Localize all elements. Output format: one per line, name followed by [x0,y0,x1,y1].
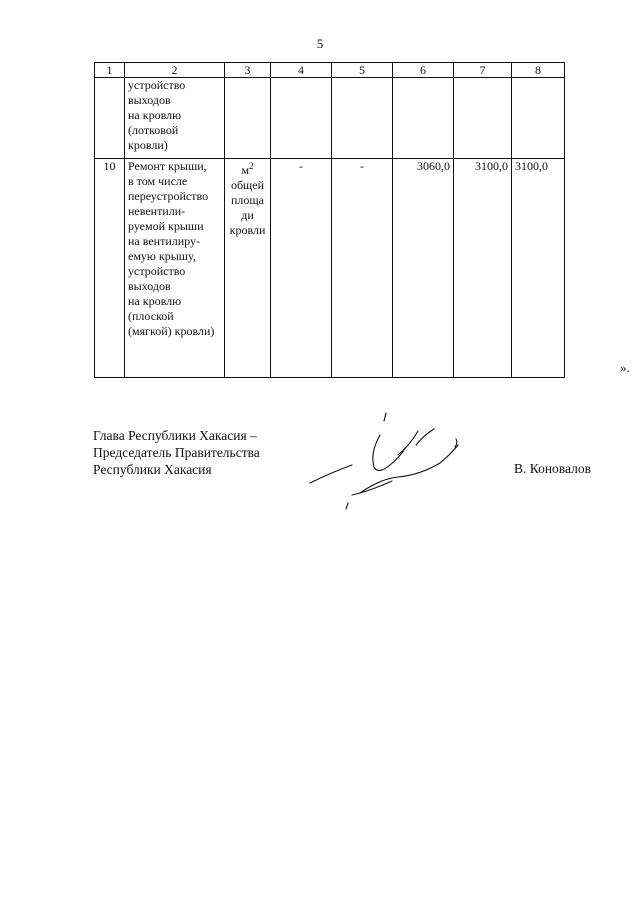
value-cell [393,78,454,159]
work-name-cell [125,78,225,159]
row-number-cell: 10 [95,159,125,378]
signatory-title-line: Республики Хакасия [93,462,212,477]
unit-line: кровли [229,223,266,237]
header-cell: 1 [95,63,125,78]
table-row [95,78,565,159]
header-cell: 2 [125,63,225,78]
value-cell: 3100,0 [454,159,512,378]
value-cell [332,78,393,159]
table-header-row [95,63,565,78]
signatory-title-line: Глава Республики Хакасия – [93,428,257,443]
header-cell: 8 [512,63,565,78]
value-cell: 3100,0 [512,159,565,378]
page-number: 5 [316,36,324,51]
signatory-name: В. Коновалов [514,461,591,476]
name-line: руемой крыши [128,219,204,233]
table-row [95,159,565,378]
data-table [94,62,565,378]
name-line: устройство [128,264,186,278]
value-cell: 3060,0 [393,159,454,378]
header-cell: 3 [225,63,271,78]
name-line: на кровлю [128,108,182,122]
name-line: в том числе [128,174,188,188]
name-line: кровли) [128,138,168,152]
name-line: выходов [128,279,171,293]
header-cell: 7 [454,63,512,78]
header-cell: 6 [393,63,454,78]
unit-cell [225,159,271,378]
header-cell: 4 [271,63,332,78]
name-line: (плоской [128,309,174,323]
signatory-title-line: Председатель Правительства [93,445,260,460]
value-cell [271,78,332,159]
name-line: (лотковой [128,123,179,137]
name-line: емую крышу, [128,249,196,263]
name-line: на вентилиру- [128,234,201,248]
name-line: устройство [128,78,186,92]
row-number-cell [95,78,125,159]
signatory-title [93,427,260,478]
value-cell [454,78,512,159]
header-cell: 5 [332,63,393,78]
name-line: переустройство [128,189,209,203]
value-cell: - [271,159,332,378]
unit-superscript: 2 [249,161,254,171]
work-name-cell [125,159,225,378]
unit-line: общей [230,178,265,192]
name-line: невентили- [128,204,186,218]
name-line: на кровлю [128,294,182,308]
unit-line [228,159,267,178]
unit-main: м [241,163,250,177]
unit-line: ди [241,208,254,222]
name-line: Ремонт крыши, [128,159,207,173]
value-cell: - [332,159,393,378]
name-line: выходов [128,93,171,107]
handwritten-signature [300,405,470,515]
name-line: (мягкой) кровли) [128,324,215,338]
unit-cell [225,78,271,159]
closing-quote: ». [620,360,630,375]
value-cell [512,78,565,159]
unit-line: площа [231,193,264,207]
